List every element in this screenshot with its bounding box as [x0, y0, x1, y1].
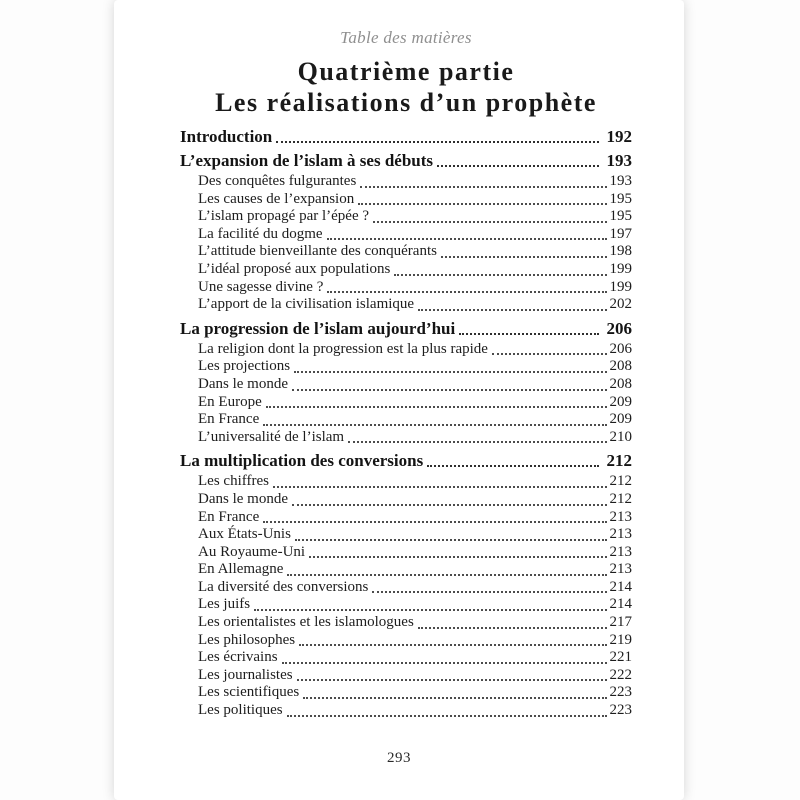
toc-entry-label: Une sagesse divine ? [198, 278, 324, 295]
dot-leader [309, 556, 606, 558]
toc-entry-label: L’idéal proposé aux populations [198, 260, 391, 277]
toc-entry-label: L’attitude bienveillante des conquérants [198, 243, 437, 260]
toc-entry-page: 193 [609, 173, 632, 189]
toc-entry [180, 191, 632, 209]
toc-entry [180, 319, 632, 338]
toc-entry-page: 213 [609, 543, 632, 560]
toc-entry-label: Les scientifiques [198, 684, 300, 701]
part-title-line2: Les réalisations d’un prophète [215, 88, 597, 117]
toc-entry-label: Au Royaume-Uni [198, 543, 306, 560]
toc-entry-label: La multiplication des conversions [180, 451, 424, 471]
dot-leader [287, 574, 606, 576]
toc-entry-page: 217 [609, 614, 632, 631]
toc-entry-label: Les juifs [198, 596, 251, 613]
toc-entry [180, 296, 632, 314]
toc-entry-label: L’apport de la civilisation islamique [198, 296, 415, 313]
toc-entry [180, 261, 632, 279]
toc-entry-page: 197 [609, 225, 632, 242]
toc-entry-page: 202 [609, 296, 632, 313]
dot-leader [360, 186, 606, 188]
toc-entry-page: 213 [609, 561, 632, 578]
dot-leader [287, 715, 607, 717]
toc-entry-label: L’expansion de l’islam à ses débuts [180, 151, 434, 170]
dot-leader [492, 353, 607, 355]
dot-leader [282, 662, 607, 664]
toc-entry [180, 394, 632, 412]
toc-entry-page: 212 [609, 490, 632, 507]
dot-leader [263, 424, 606, 426]
toc-entry [180, 526, 632, 544]
dot-leader [327, 291, 606, 293]
toc-entry-page: 219 [609, 631, 632, 648]
dot-leader [394, 274, 606, 276]
toc-list [180, 127, 632, 720]
dot-leader [303, 697, 606, 699]
toc-entry-page: 192 [606, 127, 632, 146]
toc-entry [180, 632, 632, 650]
toc-entry [180, 561, 632, 579]
toc-entry-page: 195 [609, 208, 632, 225]
toc-entry-page: 212 [606, 451, 632, 471]
toc-entry [180, 667, 632, 685]
toc-entry-page: 199 [609, 260, 632, 277]
toc-entry [180, 491, 632, 509]
toc-entry [180, 473, 632, 491]
toc-entry [180, 279, 632, 297]
toc-entry [180, 358, 632, 376]
toc-entry-label: Les journalistes [198, 666, 293, 683]
toc-entry [180, 544, 632, 562]
toc-entry-label: La diversité des conversions [198, 578, 369, 595]
toc-entry-label: L’universalité de l’islam [198, 428, 345, 445]
toc-entry [180, 684, 632, 702]
toc-entry-page: 223 [609, 684, 632, 701]
dot-leader [418, 309, 606, 311]
toc-entry-page: 193 [606, 151, 632, 170]
dot-leader [273, 486, 607, 488]
dot-leader [327, 238, 607, 240]
toc-entry [180, 649, 632, 667]
toc-entry-label: Les projections [198, 358, 291, 375]
toc-entry-page: 214 [609, 578, 632, 595]
toc-entry-label: Dans le monde [198, 490, 288, 507]
toc-entry-label: Des conquêtes fulgurantes [198, 173, 357, 189]
toc-entry [180, 243, 632, 261]
toc-entry-page: 221 [609, 649, 632, 666]
dot-leader [459, 333, 598, 335]
toc-entry-label: La progression de l’islam aujourd’hui [180, 318, 456, 338]
toc-entry-page: 206 [606, 318, 632, 338]
toc-entry-label: Dans le monde [198, 375, 288, 392]
toc-entry-page: 209 [609, 411, 632, 428]
toc-entry-page: 212 [609, 473, 632, 490]
toc-entry [180, 429, 632, 447]
toc-entry [180, 341, 632, 359]
toc-entry-page: 223 [609, 702, 632, 719]
toc-entry-label: La facilité du dogme [198, 225, 323, 242]
toc-entry [180, 411, 632, 429]
toc-entry-page: 213 [609, 508, 632, 525]
toc-entry [180, 596, 632, 614]
dot-leader [263, 521, 606, 523]
toc-entry-label: La religion dont la progression est la plus rapide [198, 340, 488, 357]
toc-entry-label: L’islam propagé par l’épée ? [198, 208, 370, 225]
dot-leader [358, 203, 606, 205]
dot-leader [292, 389, 607, 391]
dot-leader [295, 539, 607, 541]
toc-entry-page: 210 [609, 428, 632, 445]
dot-leader [266, 406, 607, 408]
toc-entry [180, 702, 632, 720]
dot-leader [418, 627, 607, 629]
toc-entry-page: 222 [609, 666, 632, 683]
dot-leader [292, 504, 607, 506]
dot-leader [373, 221, 606, 223]
toc-entry-label: Les chiffres [198, 473, 269, 490]
toc-entry-page: 198 [609, 243, 632, 260]
toc-entry-page: 209 [609, 393, 632, 410]
toc-entry [180, 173, 632, 191]
toc-entry-label: Les politiques [198, 702, 283, 719]
toc-entry [180, 614, 632, 632]
dot-leader [276, 141, 598, 143]
toc-entry-label: Les causes de l’expansion [198, 190, 355, 207]
toc-entry [180, 451, 632, 470]
toc-entry-page: 208 [609, 358, 632, 375]
toc-entry-label: Les philosophes [198, 631, 296, 648]
toc-entry [180, 376, 632, 394]
dot-leader [254, 609, 606, 611]
dot-leader [297, 679, 607, 681]
toc-entry-page: 213 [609, 526, 632, 543]
page-number: 293 [387, 750, 411, 766]
book-page [114, 0, 684, 800]
toc-entry-label: Introduction [180, 127, 273, 146]
dot-leader [294, 371, 606, 373]
toc-entry-label: En Europe [198, 393, 262, 410]
toc-entry [180, 509, 632, 527]
toc-entry-page: 199 [609, 278, 632, 295]
toc-entry-page: 206 [609, 340, 632, 357]
toc-entry-label: Aux États-Unis [198, 526, 291, 543]
part-title [180, 56, 632, 118]
toc-entry [180, 208, 632, 226]
dot-leader [372, 591, 606, 593]
toc-entry-label: En France [198, 508, 260, 525]
toc-entry [180, 151, 632, 170]
part-title-line1: Quatrième partie [297, 57, 515, 86]
toc-entry-label: En France [198, 411, 260, 428]
dot-leader [437, 165, 598, 167]
dot-leader [348, 441, 606, 443]
toc-entry-page: 208 [609, 375, 632, 392]
dot-leader [441, 256, 607, 258]
toc-entry-page: 195 [609, 190, 632, 207]
toc-entry [180, 226, 632, 244]
dot-leader [427, 465, 598, 467]
toc-entry [180, 579, 632, 597]
running-header: Table des matières [340, 28, 472, 47]
dot-leader [299, 644, 606, 646]
toc-entry-label: Les écrivains [198, 649, 278, 666]
toc-entry-label: Les orientalistes et les islamologues [198, 614, 414, 631]
toc-entry [180, 127, 632, 146]
toc-entry-page: 214 [609, 596, 632, 613]
toc-entry-label: En Allemagne [198, 561, 284, 578]
